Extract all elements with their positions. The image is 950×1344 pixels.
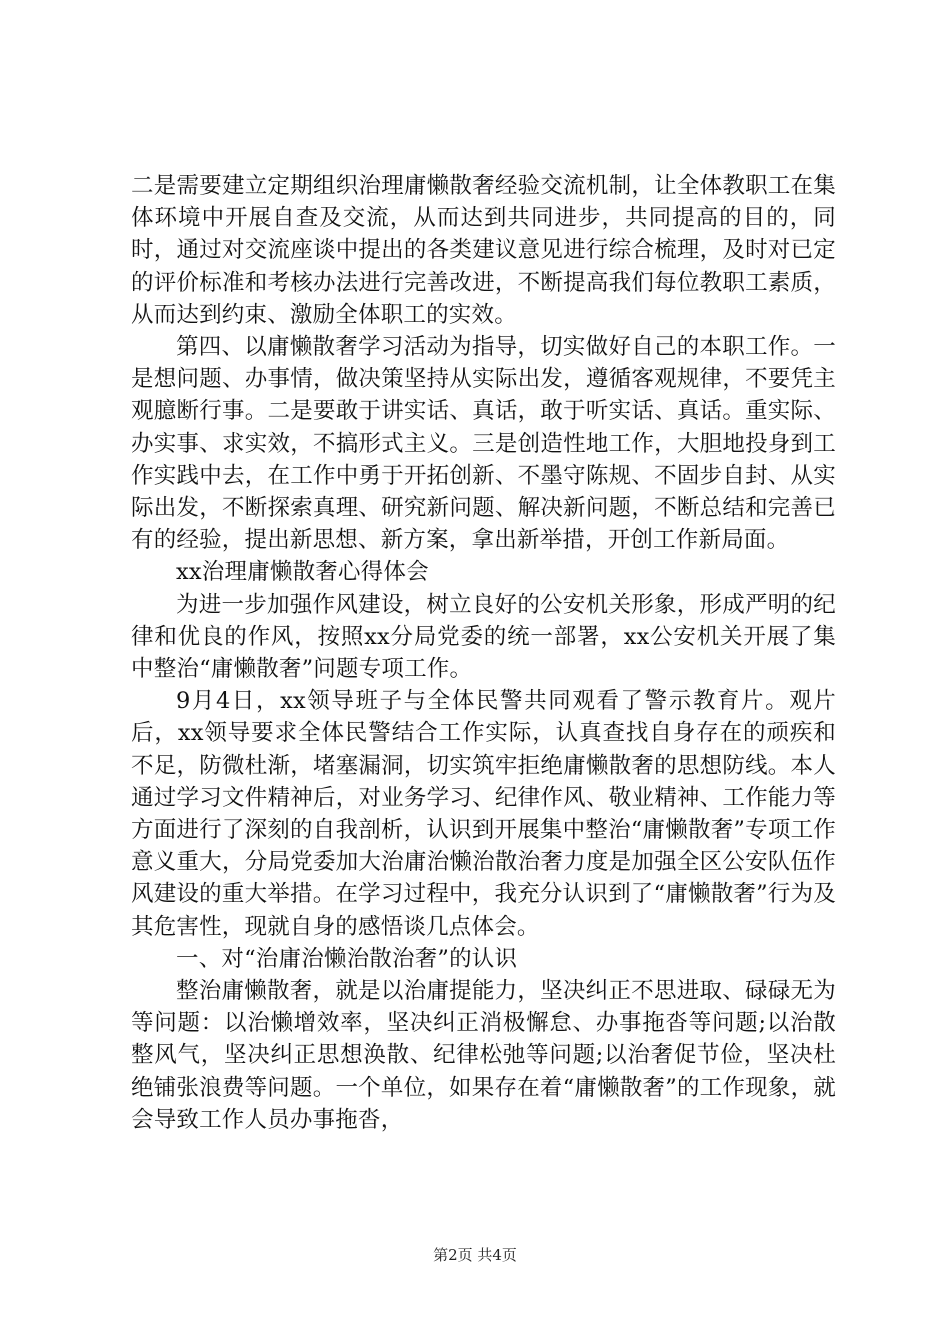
paragraph-4: 9月4日，xx领导班子与全体民警共同观看了警示教育片。观片后，xx领导要求全体民警结合工作实际，认真查找自身存在的顽疾和不足，防微杜渐，堵塞漏洞，切实筑牢拒绝庸懒散奢的思想防线。本人通过学习文件精神后，对业务学习、纪律作风、敬业精神、工作能力等方面进行了深刻的自我剖析，认识到开展集中整治“庸懒散奢”专项工作意义重大，分局党委加大治庸治懒治散治奢力度是加强全区公安队伍作风建设的重大举措。在学习过程中，我充分认识到了“庸懒散奢”行为及其危害性，现就自身的感悟谈几点体会。: [131, 688, 836, 940]
paragraph-3: 为进一步加强作风建设，树立良好的公安机关形象，形成严明的纪律和优良的作风，按照xx分局党委的统一部署，xx公安机关开展了集中整治“庸懒散奢”问题专项工作。: [131, 591, 836, 683]
page-footer: [0, 1244, 950, 1265]
page-number-label: 第2页 共4页: [433, 1246, 517, 1264]
paragraph-5: 整治庸懒散奢，就是以治庸提能力，坚决纠正不思进取、碌碌无为等问题：以治懒增效率，坚决纠正消极懈怠、办事拖沓等问题;以治散整风气，坚决纠正思想涣散、纪律松弛等问题;以治奢促节俭，坚决杜绝铺张浪费等问题。一个单位，如果存在着“庸懒散奢”的工作现象，就会导致工作人员办事拖沓，: [131, 978, 836, 1133]
paragraph-1: 二是需要建立定期组织治理庸懒散奢经验交流机制，让全体教职工在集体环境中开展自查及交流，从而达到共同进步，共同提高的目的，同时，通过对交流座谈中提出的各类建议意见进行综合梳理，及时对已定的评价标准和考核办法进行完善改进，不断提高我们每位教职工素质，从而达到约束、激励全体职工的实效。: [131, 173, 836, 328]
subsection-heading: 一、对“治庸治懒治散治奢”的认识: [176, 945, 518, 972]
section-title: xx治理庸懒散奢心得体会: [176, 559, 429, 586]
document-body: [131, 170, 836, 1136]
paragraph-2: 第四、以庸懒散奢学习活动为指导，切实做好自己的本职工作。一是想问题、办事情，做决策坚持从实际出发，遵循客观规律，不要凭主观臆断行事。二是要敢于讲实话、真话，敢于听实话、真话。重实际、办实事、求实效，不搞形式主义。三是创造性地工作，大胆地投身到工作实践中去，在工作中勇于开拓创新、不墨守陈规、不固步自封、从实际出发，不断探索真理、研究新问题、解决新问题，不断总结和完善已有的经验，提出新思想、新方案，拿出新举措，开创工作新局面。: [131, 334, 836, 554]
